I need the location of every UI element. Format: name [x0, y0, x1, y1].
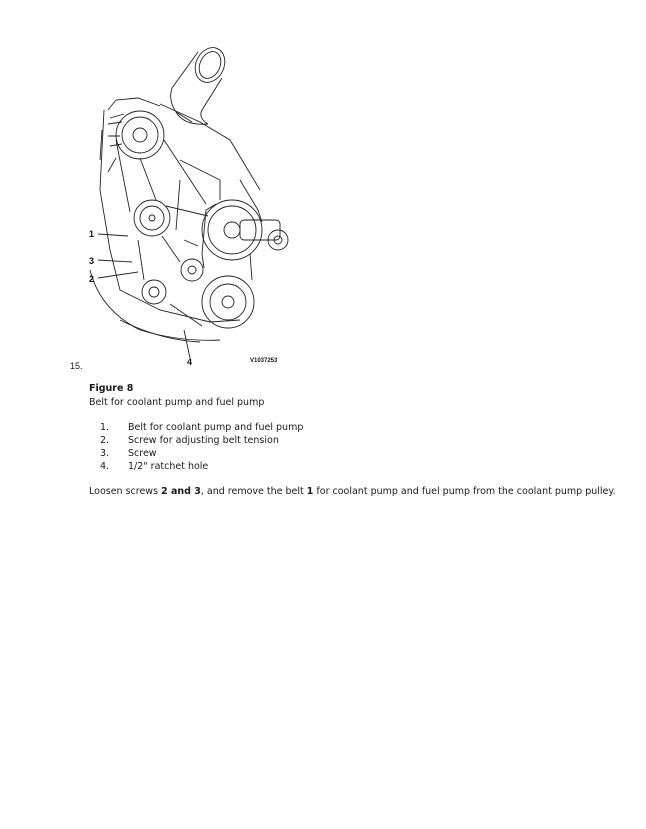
step-number: 15. — [70, 361, 83, 371]
legend-text: Screw for adjusting belt tension — [128, 435, 279, 446]
list-item — [100, 447, 303, 460]
callout-1: 1 — [89, 229, 95, 239]
engine-line-drawing — [80, 40, 300, 370]
legend-text: 1/2" ratchet hole — [128, 461, 209, 472]
list-item — [100, 434, 303, 447]
instruction-part: , and remove the belt — [200, 486, 307, 497]
legend-number: 4. — [100, 461, 110, 472]
engine-belt-figure — [80, 40, 300, 370]
legend-number: 3. — [100, 448, 110, 459]
instruction-text — [89, 486, 616, 497]
instruction-bold: 1 — [306, 486, 314, 497]
legend-number: 1. — [100, 422, 110, 433]
list-item — [100, 460, 303, 473]
figure-caption: Belt for coolant pump and fuel pump — [89, 397, 265, 408]
legend-number: 2. — [100, 435, 110, 446]
legend-list — [100, 421, 303, 473]
legend-text: Screw — [128, 448, 157, 459]
callout-4: 4 — [187, 357, 193, 367]
callout-2: 2 — [89, 274, 95, 284]
callout-3: 3 — [89, 256, 95, 266]
legend-text: Belt for coolant pump and fuel pump — [128, 422, 304, 433]
figure-title: Figure 8 — [89, 383, 134, 394]
list-item — [100, 421, 303, 434]
instruction-part: Loosen screws — [89, 486, 162, 497]
instruction-part: for coolant pump and fuel pump from the coolant pump pulley. — [313, 486, 616, 497]
figure-image-id: V1037253 — [250, 358, 278, 364]
instruction-bold: 2 and 3 — [161, 486, 201, 497]
